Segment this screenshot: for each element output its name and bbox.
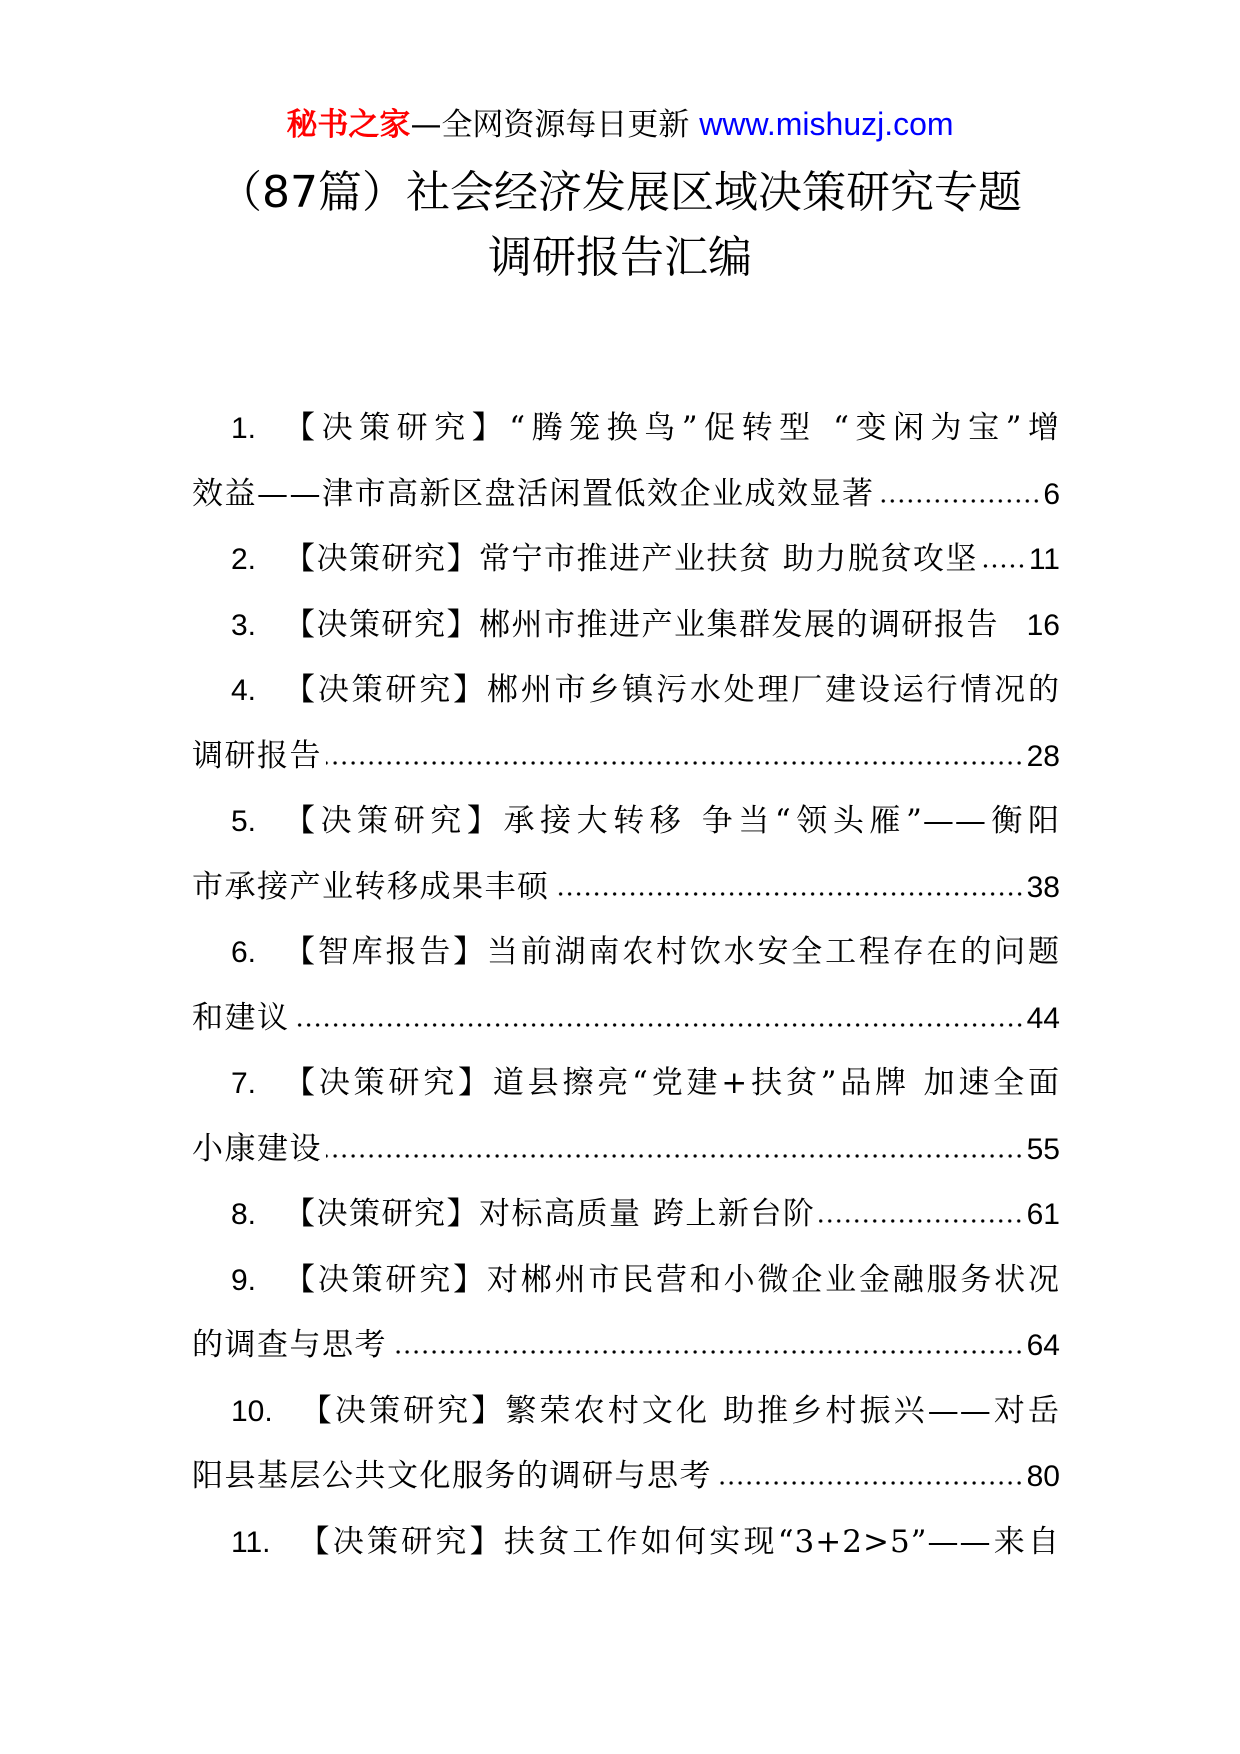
toc-entry-6[interactable] [192, 920, 1060, 1051]
toc-page-number: 28 [1026, 739, 1060, 773]
brand-name: 秘书之家 [286, 107, 411, 143]
toc-entry-second-line [192, 1313, 1060, 1379]
toc-entry-number: 6. [231, 936, 257, 969]
toc-entry-title: 【决策研究】郴州市推进产业集群发展的调研报告 [284, 606, 1000, 643]
toc-entry-second-line [192, 986, 1060, 1052]
toc-entry-title-continued: 小康建设 [192, 1130, 322, 1167]
toc-entry-first-line [192, 789, 1060, 855]
toc-entry-5[interactable] [192, 789, 1060, 920]
toc-entry-9[interactable] [192, 1248, 1060, 1379]
toc-entry-title: 【决策研究】繁荣农村文化 助推乡村振兴——对岳 [300, 1392, 1060, 1429]
toc-leader-dots [716, 1480, 1024, 1486]
header-tagline: —全网资源每日更新 [410, 107, 690, 143]
toc-entry-second-line [192, 724, 1060, 790]
toc-entry-number: 3. [231, 608, 257, 642]
toc-entry-second-line [192, 1444, 1060, 1510]
toc-entry-first-line [192, 1051, 1060, 1117]
toc-entry-title-continued: 调研报告 [192, 737, 322, 774]
toc-entry-first-line [192, 1379, 1060, 1445]
toc-entry-first-line [192, 1510, 1060, 1576]
toc-entry-first-line [192, 527, 1060, 593]
toc-entry-number: 8. [231, 1198, 257, 1231]
toc-entry-title: 【决策研究】郴州市乡镇污水处理厂建设运行情况的 [284, 672, 1060, 708]
toc-entry-number: 9. [231, 1263, 257, 1297]
toc-page-number: 80 [1026, 1460, 1060, 1493]
toc-entry-7[interactable] [192, 1051, 1060, 1182]
toc-entry-8[interactable] [192, 1182, 1060, 1248]
toc-page-number: 38 [1026, 870, 1060, 904]
toc-entry-first-line [192, 920, 1060, 986]
toc-entry-10[interactable] [192, 1379, 1060, 1510]
toc-entry-number: 11. [231, 1525, 271, 1559]
toc-entry-number: 10. [231, 1394, 273, 1428]
toc-entry-4[interactable] [192, 658, 1060, 789]
toc-page-number: 16 [1026, 608, 1060, 642]
toc-page-number: 6 [1043, 477, 1060, 511]
toc-leader-dots [294, 1022, 1024, 1028]
toc-page-number: 61 [1026, 1198, 1060, 1231]
toc-leader-dots [326, 760, 1024, 766]
toc-entry-title: 【智库报告】当前湖南农村饮水安全工程存在的问题 [284, 934, 1060, 970]
toc-entry-title: 【决策研究】承接大转移 争当“领头雁”——衡阳 [284, 803, 1060, 839]
toc-entry-first-line [192, 396, 1060, 462]
toc-entry-11[interactable] [192, 1510, 1060, 1576]
toc-page-number: 64 [1026, 1329, 1060, 1362]
toc-entry-title: 【决策研究】扶贫工作如何实现“3+2>5”——来自 [298, 1523, 1060, 1560]
toc-page-number: 44 [1026, 1001, 1060, 1035]
table-of-contents [192, 396, 1060, 1575]
toc-entry-number: 4. [231, 674, 257, 707]
toc-leader-dots [326, 1153, 1024, 1159]
toc-leader-dots [879, 498, 1041, 504]
toc-entry-1[interactable] [192, 396, 1060, 527]
toc-entry-number: 2. [231, 543, 257, 576]
title-line-2: 调研报告汇编 [488, 232, 752, 283]
toc-entry-title-continued: 市承接产业转移成果丰硕 [192, 868, 550, 905]
title-line-1: （87篇）社会经济发展区域决策研究专题 [218, 167, 1022, 218]
toc-page-number: 55 [1026, 1132, 1060, 1166]
header-banner [0, 104, 1240, 144]
toc-entry-title: 【决策研究】常宁市推进产业扶贫 助力脱贫攻坚 [284, 541, 978, 577]
document-title [0, 160, 1240, 290]
toc-leader-dots [554, 891, 1024, 897]
toc-entry-second-line [192, 855, 1060, 921]
toc-page-number: 11 [1028, 543, 1060, 576]
toc-entry-first-line [192, 593, 1060, 659]
toc-leader-dots [819, 1218, 1023, 1224]
toc-entry-number: 5. [231, 805, 257, 838]
toc-entry-title-continued: 效益——津市高新区盘活闲置低效企业成效显著 [192, 475, 875, 512]
toc-entry-title: 【决策研究】对郴州市民营和小微企业金融服务状况 [284, 1261, 1060, 1298]
toc-entry-title: 【决策研究】“腾笼换鸟”促转型 “变闲为宝”增 [284, 410, 1060, 446]
toc-entry-title: 【决策研究】对标高质量 跨上新台阶 [284, 1196, 816, 1232]
toc-entry-3[interactable] [192, 593, 1060, 659]
toc-leader-space [1003, 629, 1024, 635]
toc-entry-title: 【决策研究】道县擦亮“党建+扶贫”品牌 加速全面 [284, 1065, 1060, 1101]
toc-entry-number: 1. [231, 412, 257, 445]
toc-entry-number: 7. [231, 1067, 257, 1100]
toc-entry-first-line [192, 1248, 1060, 1314]
toc-entry-title-continued: 阳县基层公共文化服务的调研与思考 [192, 1458, 712, 1494]
toc-entry-title-continued: 的调查与思考 [192, 1327, 387, 1363]
toc-entry-2[interactable] [192, 527, 1060, 593]
toc-entry-title-continued: 和建议 [192, 999, 290, 1036]
toc-leader-dots [391, 1349, 1024, 1355]
toc-entry-first-line [192, 658, 1060, 724]
toc-entry-first-line [192, 1182, 1060, 1248]
toc-entry-second-line [192, 462, 1060, 528]
site-url-link[interactable]: www.mishuzj.com [699, 106, 954, 142]
toc-entry-second-line [192, 1117, 1060, 1183]
toc-leader-dots [982, 563, 1026, 569]
